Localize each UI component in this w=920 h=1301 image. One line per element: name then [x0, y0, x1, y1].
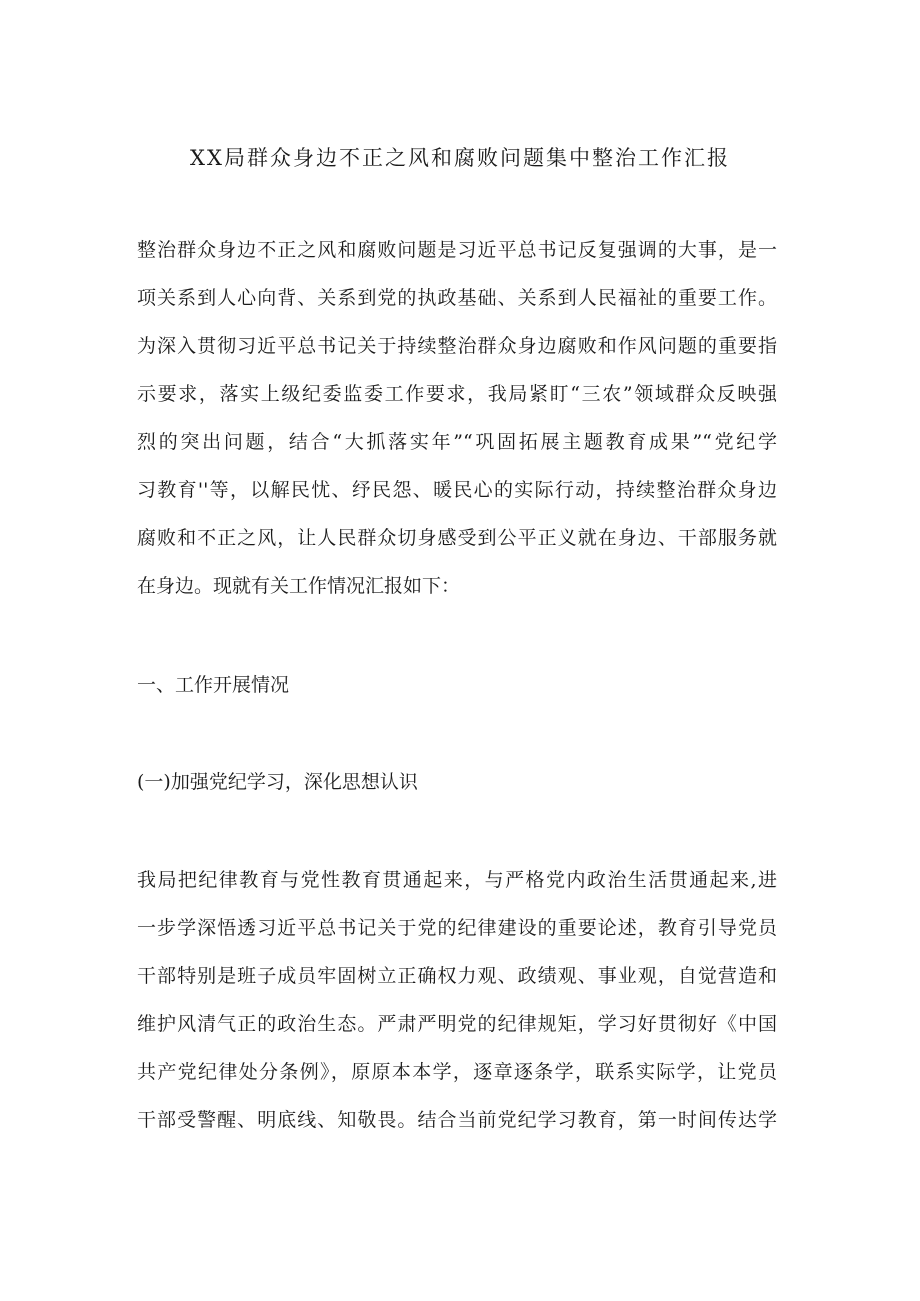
section-heading: 一、工作开展情况 — [137, 674, 290, 696]
paragraph-line: 为深入贯彻习近平总书记关于持续整治群众身边腐败和作风问题的重要指 — [137, 335, 777, 357]
paragraph-line: 在身边。现就有关工作情况汇报如下： — [137, 575, 461, 597]
document-title: XX局群众身边不正之风和腐败问题集中整治工作汇报 — [190, 146, 730, 170]
paragraph-line: 烈的突出问题，结合“大抓落实年”“巩固拓展主题教育成果”“党纪学 — [137, 431, 777, 453]
subsection-heading: (一)加强党纪学习，深化思想认识 — [137, 771, 418, 793]
paragraph-line: 示要求，落实上级纪委监委工作要求，我局紧盯“三农”领域群众反映强 — [137, 383, 777, 405]
paragraph-line: 项关系到人心向背、关系到党的执政基础、关系到人民福祉的重要工作。 — [137, 287, 777, 309]
paragraph-line: 习教育''等，以解民忧、纾民怨、暖民心的实际行动，持续整治群众身边 — [137, 479, 777, 501]
paragraph-line: 干部特别是班子成员牢固树立正确权力观、政绩观、事业观，自觉营造和 — [137, 965, 777, 987]
paragraph-line: 干部受警醒、明底线、知敬畏。结合当前党纪学习教育，第一时间传达学 — [137, 1109, 777, 1131]
paragraph-line: 一步学深悟透习近平总书记关于党的纪律建设的重要论述，教育引导党员 — [137, 917, 777, 939]
paragraph-line: 整治群众身边不正之风和腐败问题是习近平总书记反复强调的大事，是一 — [137, 239, 777, 261]
paragraph-line: 共产党纪律处分条例》，原原本本学，逐章逐条学，联系实际学，让党员 — [137, 1061, 777, 1083]
paragraph-line: 腐败和不正之风，让人民群众切身感受到公平正义就在身边、干部服务就 — [137, 527, 777, 549]
paragraph-line: 维护风清气正的政治生态。严肃严明党的纪律规矩，学习好贯彻好《中国 — [137, 1013, 777, 1035]
paragraph-line: 我局把纪律教育与党性教育贯通起来，与严格党内政治生活贯通起来,进 — [137, 869, 777, 891]
